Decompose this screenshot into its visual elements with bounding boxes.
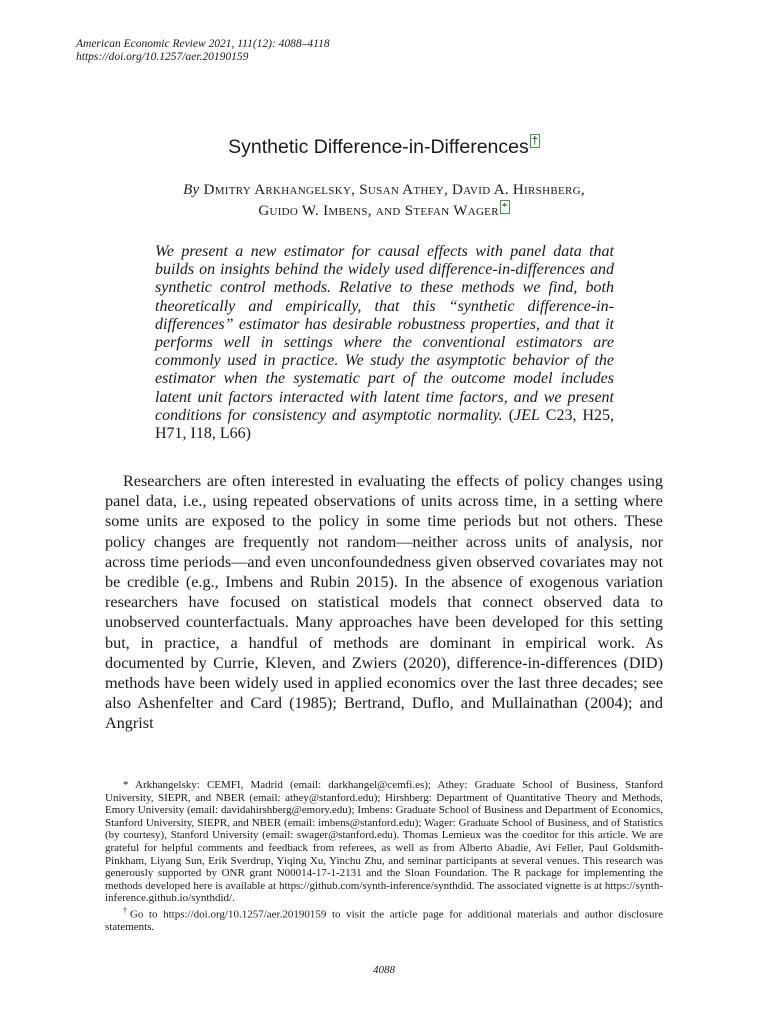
journal-citation: American Economic Review 2021, 111(12): 4088–4118 [76, 38, 330, 50]
author-list [0, 180, 768, 222]
footnote-star-mark: * [123, 779, 129, 791]
author-line-2 [0, 201, 768, 222]
paper-title [0, 136, 768, 159]
by-label: By [183, 182, 200, 198]
star-footnote-link[interactable]: * [501, 201, 508, 213]
author-line-1 [0, 180, 768, 201]
footnote-article-page [105, 905, 663, 934]
jel-open-paren: ( [508, 406, 515, 424]
jel-label: JEL [514, 406, 540, 424]
running-header [76, 38, 330, 64]
dagger-footnote-link[interactable]: † [531, 135, 538, 147]
abstract [155, 243, 614, 443]
footnote-author-affiliations [105, 779, 663, 905]
footnote-star-text: Arkhangelsky: CEMFI, Madrid (email: darkhangel@cemfi.es); Athey: Graduate School of Business, Stanford University, SIEPR, and NBER (email: athey@stanford.edu); Hirshberg: Department of Quantitative Theory and Methods, Emory University (email: davidahirshberg@emory.edu); Imbens: Graduate School of Business and Department of Economics, Stanford University, SIEPR, and NBER (email: imbens@stanford.edu); Wager: Graduate School of Business, and of Statistics (by courtesy), Stanford University (email: swager@stanford.edu). Thomas Lemieux was the coeditor for this article. We are grateful for helpful comments and feedback from referees, as well as from Alberto Abadie, Avi Feller, Paul Goldsmith-Pinkham, Liyang Sun, Erik Sverdrup, Yiqing Xu, Yinchu Zhu, and seminar participants at several venues. This research was generously supported by ONR grant N00014-17-1-2131 and the Sloan Foundation. The R package for implementing the methods developed here is available at https://github.com/synth-inference/synthdid. The associated vignette is at https://synth-inference.github.io/synthdid/. [105, 779, 663, 905]
footnote-dagger-text: Go to https://doi.org/10.1257/aer.20190159 to visit the article page for additional materials and author disclosure statements. [105, 908, 664, 934]
authors-line-1-text: Dmitry Arkhangelsky, Susan Athey, David A. Hirshberg, [203, 182, 585, 198]
doi-link[interactable]: https://doi.org/10.1257/aer.20190159 [76, 51, 249, 63]
abstract-text: We present a new estimator for causal effects with panel data that builds on insights behind the widely used difference-in-differences and synthetic control methods. Relative to these methods we find, both theoretically and empirically, that this “synthetic difference-in-differences” estimator has desirable robustness properties, and that it performs well in settings where the conventional estimators are commonly used in practice. We study the asymptotic behavior of the estimator when the systematic part of the outcome model includes latent unit factors interacted with latent time factors, and we present conditions for consistency and asymptotic normality. [155, 243, 614, 424]
footnotes [105, 779, 663, 934]
jel-code-list: C23, H25, H71, I18, L66) [155, 406, 614, 443]
authors-line-2-text: Guido W. Imbens, and Stefan Wager [258, 203, 499, 219]
footnote-dagger-mark: † [123, 905, 130, 915]
body-paragraph: Researchers are often interested in evaluating the effects of policy changes using panel data, i.e., using repeated observations of units across time, in a setting where some units are exposed to the policy in some time periods but not others. These policy changes are frequently not random—neither across units of analysis, nor across time periods—and even unconfoundedness given observed covariates may not be credible (e.g., Imbens and Rubin 2015). In the absence of exogenous variation researchers have focused on statistical models that connect observed data to unobserved counterfactuals. Many approaches have been developed for this setting but, in practice, a handful of methods are dominant in empirical work. As documented by Currie, Kleven, and Zwiers (2020), difference-in-differences (DID) methods have been widely used in applied economics over the last three decades; see also Ashenfelter and Card (1985); Bertrand, Duflo, and Mullainathan (2004); and Angrist [105, 472, 663, 733]
page-number: 4088 [373, 964, 395, 976]
paper-title-text: Synthetic Difference-in-Differences [228, 136, 529, 158]
